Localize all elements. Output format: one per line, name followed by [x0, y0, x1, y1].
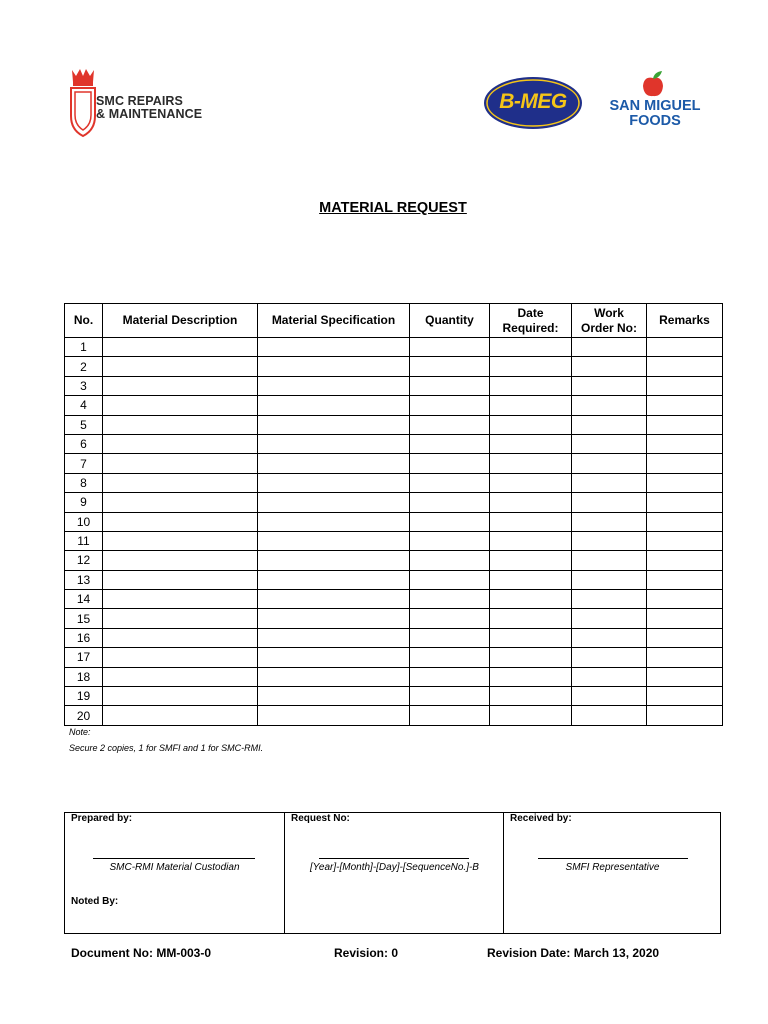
- date-required-cell[interactable]: [490, 570, 572, 589]
- row-number: 5: [65, 415, 103, 434]
- row-number: 14: [65, 590, 103, 609]
- work-order-cell[interactable]: [572, 434, 647, 453]
- material-description-cell[interactable]: [103, 473, 258, 492]
- revision-date: Revision Date: March 13, 2020: [487, 946, 660, 960]
- material-description-cell[interactable]: [103, 628, 258, 647]
- material-description-cell[interactable]: [103, 454, 258, 473]
- header-material-specification: Material Specification: [258, 304, 410, 338]
- quantity-cell[interactable]: [410, 590, 490, 609]
- row-number: 20: [65, 706, 103, 725]
- material-description-cell[interactable]: [103, 609, 258, 628]
- remarks-cell[interactable]: [647, 473, 723, 492]
- quantity-cell[interactable]: [410, 531, 490, 550]
- material-description-cell[interactable]: [103, 357, 258, 376]
- remarks-cell[interactable]: [647, 531, 723, 550]
- table-row: [65, 434, 723, 453]
- remarks-cell[interactable]: [647, 667, 723, 686]
- work-order-cell[interactable]: [572, 609, 647, 628]
- row-number: 18: [65, 667, 103, 686]
- remarks-cell[interactable]: [647, 512, 723, 531]
- material-description-cell[interactable]: [103, 648, 258, 667]
- material-specification-cell[interactable]: [258, 434, 410, 453]
- table-row: [65, 551, 723, 570]
- remarks-cell[interactable]: [647, 454, 723, 473]
- remarks-cell[interactable]: [647, 396, 723, 415]
- smc-logo-line1: SMC REPAIRS: [96, 94, 183, 108]
- remarks-cell[interactable]: [647, 357, 723, 376]
- remarks-cell[interactable]: [647, 493, 723, 512]
- table-row: [65, 415, 723, 434]
- date-required-cell[interactable]: [490, 628, 572, 647]
- table-row: [65, 590, 723, 609]
- material-description-cell[interactable]: [103, 338, 258, 357]
- date-required-cell[interactable]: [490, 648, 572, 667]
- date-required-cell[interactable]: [490, 667, 572, 686]
- document-number: Document No: MM-003-0: [71, 946, 212, 960]
- material-specification-cell[interactable]: [258, 473, 410, 492]
- quantity-cell[interactable]: [410, 415, 490, 434]
- work-order-cell[interactable]: [572, 473, 647, 492]
- header-quantity: Quantity: [410, 304, 490, 338]
- date-required-cell[interactable]: [490, 376, 572, 395]
- table-row: [65, 667, 723, 686]
- quantity-cell[interactable]: [410, 648, 490, 667]
- work-order-cell[interactable]: [572, 687, 647, 706]
- date-required-cell[interactable]: [490, 551, 572, 570]
- material-description-cell[interactable]: [103, 512, 258, 531]
- table-row: [65, 531, 723, 550]
- quantity-cell[interactable]: [410, 376, 490, 395]
- request-no-label: Request No:: [291, 813, 350, 824]
- quantity-cell[interactable]: [410, 512, 490, 531]
- material-specification-cell[interactable]: [258, 687, 410, 706]
- remarks-cell[interactable]: [647, 376, 723, 395]
- row-number: 7: [65, 454, 103, 473]
- remarks-cell[interactable]: [647, 706, 723, 725]
- material-specification-cell[interactable]: [258, 454, 410, 473]
- header-date-required: Date Required:: [490, 304, 572, 338]
- work-order-cell[interactable]: [572, 512, 647, 531]
- date-required-cell[interactable]: [490, 609, 572, 628]
- remarks-cell[interactable]: [647, 570, 723, 589]
- remarks-cell[interactable]: [647, 648, 723, 667]
- quantity-cell[interactable]: [410, 434, 490, 453]
- material-description-cell[interactable]: [103, 590, 258, 609]
- material-specification-cell[interactable]: [258, 376, 410, 395]
- table-row: [65, 512, 723, 531]
- quantity-cell[interactable]: [410, 454, 490, 473]
- table-row: [65, 357, 723, 376]
- work-order-cell[interactable]: [572, 648, 647, 667]
- material-description-cell[interactable]: [103, 376, 258, 395]
- noted-by-label: Noted By:: [71, 896, 119, 907]
- san-miguel-foods-logo: [600, 70, 710, 134]
- work-order-cell[interactable]: [572, 570, 647, 589]
- material-description-cell[interactable]: [103, 570, 258, 589]
- quantity-cell[interactable]: [410, 570, 490, 589]
- table-row: [65, 570, 723, 589]
- quantity-cell[interactable]: [410, 551, 490, 570]
- material-description-cell[interactable]: [103, 687, 258, 706]
- date-required-cell[interactable]: [490, 531, 572, 550]
- date-required-cell[interactable]: [490, 338, 572, 357]
- row-number: 15: [65, 609, 103, 628]
- quantity-cell[interactable]: [410, 706, 490, 725]
- row-number: 13: [65, 570, 103, 589]
- row-number: 9: [65, 493, 103, 512]
- material-specification-cell[interactable]: [258, 590, 410, 609]
- remarks-cell[interactable]: [647, 551, 723, 570]
- table-row: [65, 628, 723, 647]
- quantity-cell[interactable]: [410, 396, 490, 415]
- request-no-line[interactable]: [319, 858, 469, 859]
- page-title: MATERIAL REQUEST: [319, 200, 467, 216]
- table-row: [65, 376, 723, 395]
- table-row: [65, 493, 723, 512]
- header-work-order-no: Work Order No:: [572, 304, 647, 338]
- date-required-cell[interactable]: [490, 396, 572, 415]
- smc-crest-icon: [68, 66, 98, 138]
- remarks-cell[interactable]: [647, 628, 723, 647]
- date-required-cell[interactable]: [490, 687, 572, 706]
- apple-leaf-icon: [638, 70, 668, 100]
- received-by-signature-line[interactable]: [538, 858, 688, 859]
- remarks-cell[interactable]: [647, 434, 723, 453]
- bmeg-logo: [483, 76, 583, 130]
- material-description-cell[interactable]: [103, 706, 258, 725]
- remarks-cell[interactable]: [647, 609, 723, 628]
- prepared-by-caption: SMC-RMI Material Custodian: [109, 862, 240, 873]
- work-order-cell[interactable]: [572, 667, 647, 686]
- material-description-cell[interactable]: [103, 434, 258, 453]
- table-row: [65, 609, 723, 628]
- prepared-by-signature-line[interactable]: [93, 858, 255, 859]
- work-order-cell[interactable]: [572, 396, 647, 415]
- header-remarks: Remarks: [647, 304, 723, 338]
- quantity-cell[interactable]: [410, 473, 490, 492]
- table-row: [65, 396, 723, 415]
- work-order-cell[interactable]: [572, 590, 647, 609]
- row-number: 17: [65, 648, 103, 667]
- table-row: [65, 338, 723, 357]
- smf-logo-line2: FOODS: [629, 113, 681, 129]
- material-description-cell[interactable]: [103, 396, 258, 415]
- quantity-cell[interactable]: [410, 628, 490, 647]
- table-row: [65, 648, 723, 667]
- remarks-cell[interactable]: [647, 338, 723, 357]
- row-number: 16: [65, 628, 103, 647]
- material-description-cell[interactable]: [103, 415, 258, 434]
- material-request-table: [64, 303, 723, 726]
- work-order-cell[interactable]: [572, 531, 647, 550]
- work-order-cell[interactable]: [572, 357, 647, 376]
- quantity-cell[interactable]: [410, 667, 490, 686]
- prepared-by-section: [65, 813, 284, 933]
- date-required-cell[interactable]: [490, 493, 572, 512]
- row-number: 10: [65, 512, 103, 531]
- request-no-caption: [Year]-[Month]-[Day]-[SequenceNo.]-B: [310, 862, 479, 873]
- quantity-cell[interactable]: [410, 609, 490, 628]
- row-number: 12: [65, 551, 103, 570]
- material-specification-cell[interactable]: [258, 338, 410, 357]
- date-required-cell[interactable]: [490, 434, 572, 453]
- material-specification-cell[interactable]: [258, 493, 410, 512]
- material-description-cell[interactable]: [103, 551, 258, 570]
- material-description-cell[interactable]: [103, 531, 258, 550]
- row-number: 11: [65, 531, 103, 550]
- quantity-cell[interactable]: [410, 357, 490, 376]
- row-number: 2: [65, 357, 103, 376]
- work-order-cell[interactable]: [572, 338, 647, 357]
- row-number: 3: [65, 376, 103, 395]
- material-specification-cell[interactable]: [258, 667, 410, 686]
- work-order-cell[interactable]: [572, 454, 647, 473]
- quantity-cell[interactable]: [410, 338, 490, 357]
- row-number: 8: [65, 473, 103, 492]
- smf-logo-line1: SAN MIGUEL: [609, 98, 701, 114]
- row-number: 4: [65, 396, 103, 415]
- row-number: 1: [65, 338, 103, 357]
- prepared-by-label: Prepared by:: [71, 813, 133, 824]
- row-number: 6: [65, 434, 103, 453]
- date-required-cell[interactable]: [490, 706, 572, 725]
- date-required-cell[interactable]: [490, 415, 572, 434]
- smc-logo: [68, 66, 228, 138]
- date-required-cell[interactable]: [490, 512, 572, 531]
- material-specification-cell[interactable]: [258, 551, 410, 570]
- work-order-cell[interactable]: [572, 415, 647, 434]
- quantity-cell[interactable]: [410, 493, 490, 512]
- material-specification-cell[interactable]: [258, 706, 410, 725]
- table-header-row: [65, 304, 723, 338]
- material-specification-cell[interactable]: [258, 357, 410, 376]
- note-text: Secure 2 copies, 1 for SMFI and 1 for SMC-RMI.: [69, 743, 264, 753]
- date-required-cell[interactable]: [490, 590, 572, 609]
- material-specification-cell[interactable]: [258, 396, 410, 415]
- received-by-section: [503, 813, 720, 933]
- material-specification-cell[interactable]: [258, 415, 410, 434]
- revision-number: Revision: 0: [334, 946, 399, 960]
- material-specification-cell[interactable]: [258, 512, 410, 531]
- work-order-cell[interactable]: [572, 376, 647, 395]
- smc-logo-line2: & MAINTENANCE: [96, 107, 203, 121]
- work-order-cell[interactable]: [572, 706, 647, 725]
- quantity-cell[interactable]: [410, 687, 490, 706]
- material-description-cell[interactable]: [103, 667, 258, 686]
- work-order-cell[interactable]: [572, 551, 647, 570]
- table-row: [65, 473, 723, 492]
- date-required-cell[interactable]: [490, 454, 572, 473]
- material-specification-cell[interactable]: [258, 648, 410, 667]
- header-material-description: Material Description: [103, 304, 258, 338]
- remarks-cell[interactable]: [647, 687, 723, 706]
- received-by-caption: SMFI Representative: [565, 862, 660, 873]
- material-specification-cell[interactable]: [258, 570, 410, 589]
- material-specification-cell[interactable]: [258, 628, 410, 647]
- request-no-section: [284, 813, 503, 933]
- work-order-cell[interactable]: [572, 493, 647, 512]
- date-required-cell[interactable]: [490, 357, 572, 376]
- material-specification-cell[interactable]: [258, 609, 410, 628]
- note-label: Note:: [69, 727, 91, 737]
- date-required-cell[interactable]: [490, 473, 572, 492]
- row-number: 19: [65, 687, 103, 706]
- signature-box: [64, 812, 721, 934]
- received-by-label: Received by:: [510, 813, 572, 824]
- bmeg-logo-text: B-MEG: [499, 90, 567, 113]
- work-order-cell[interactable]: [572, 628, 647, 647]
- remarks-cell[interactable]: [647, 590, 723, 609]
- material-description-cell[interactable]: [103, 493, 258, 512]
- table-row: [65, 454, 723, 473]
- header-no: No.: [65, 304, 103, 338]
- remarks-cell[interactable]: [647, 415, 723, 434]
- table-row: [65, 706, 723, 725]
- material-specification-cell[interactable]: [258, 531, 410, 550]
- table-row: [65, 687, 723, 706]
